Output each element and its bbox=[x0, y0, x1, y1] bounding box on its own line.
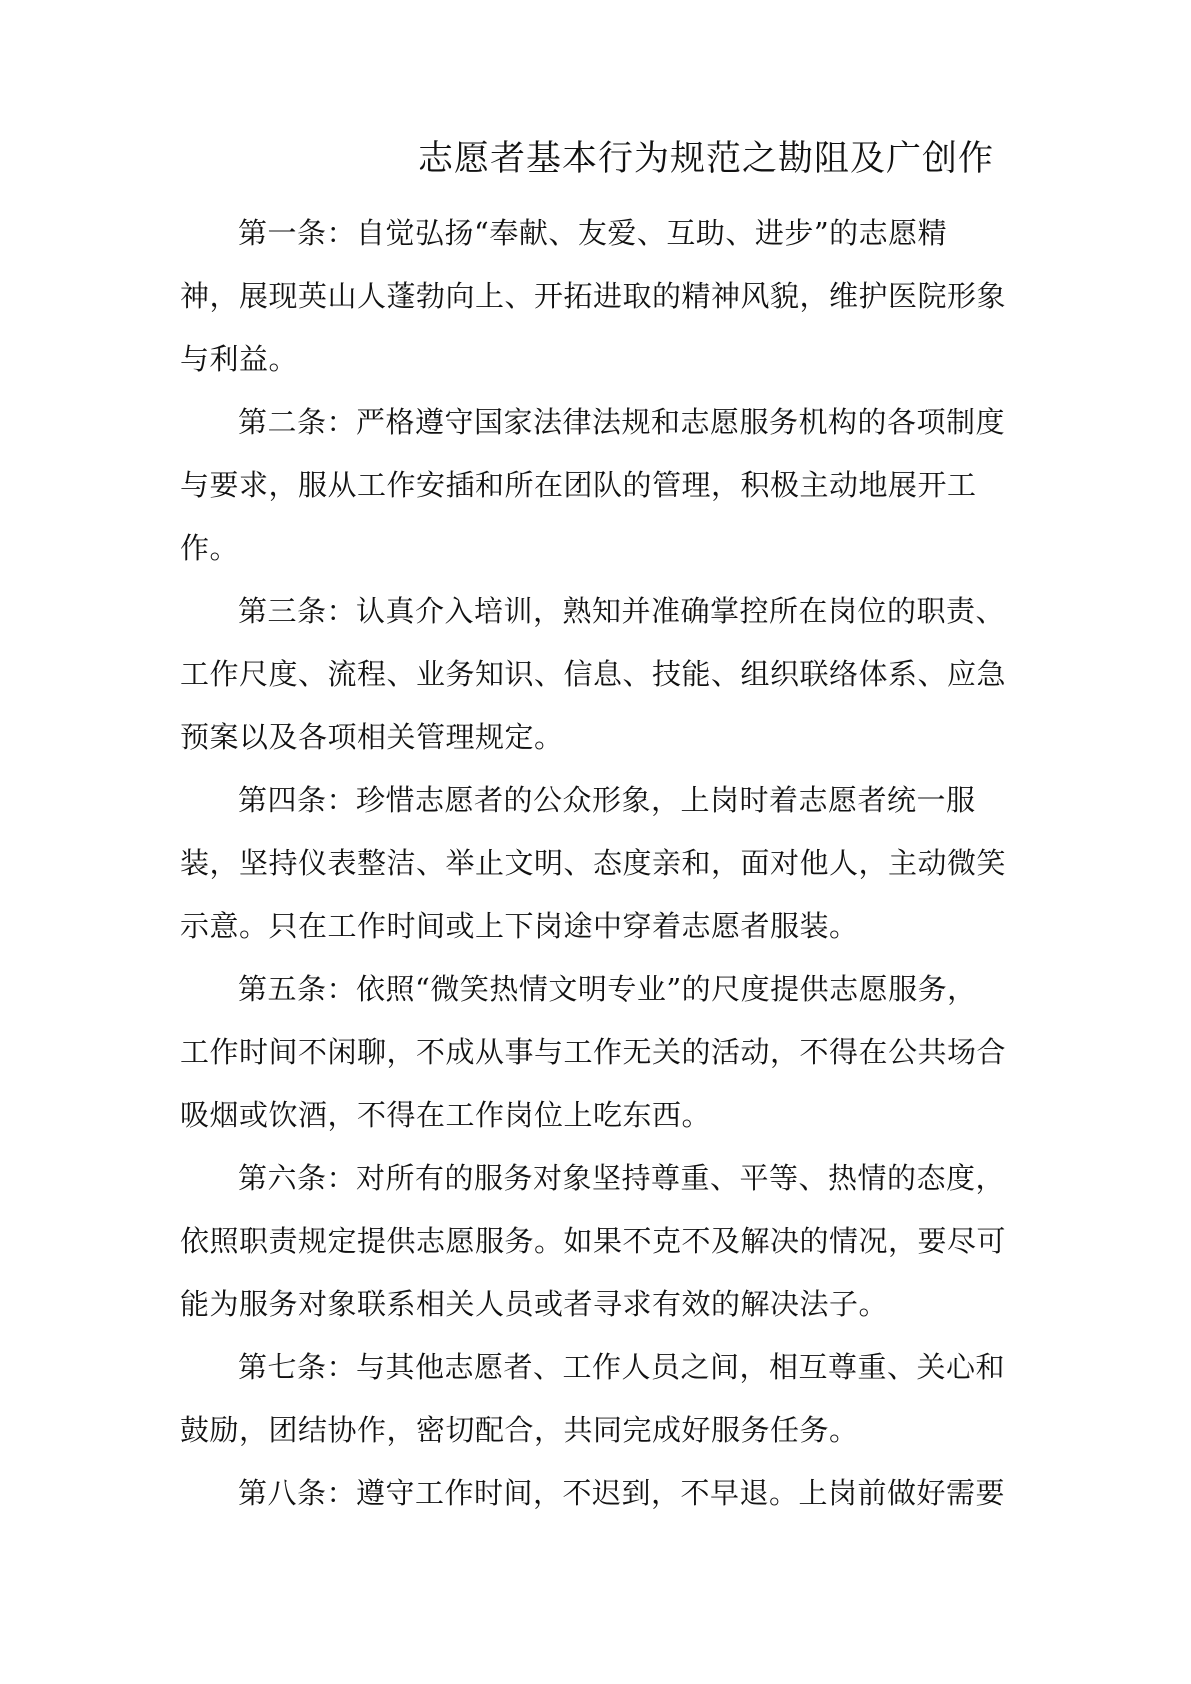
article-8 bbox=[180, 1462, 1012, 1525]
document-body bbox=[180, 202, 1012, 1525]
article-6-line: 能为服务对象联系相关人员或者寻求有效的解决法子。 bbox=[180, 1287, 889, 1321]
article-3-line: 工作尺度、流程、业务知识、信息、技能、组织联络体系、应急 bbox=[180, 657, 1007, 691]
article-1-line: 与利益。 bbox=[180, 342, 299, 376]
article-2-line: 第二条：严格遵守国家法律法规和志愿服务机构的各项制度 bbox=[238, 405, 1006, 439]
article-2-line: 与要求，服从工作安插和所在团队的管理，积极主动地展开工 bbox=[180, 468, 977, 502]
article-4 bbox=[180, 769, 1012, 958]
article-2 bbox=[180, 391, 1012, 580]
article-7-line: 鼓励，团结协作，密切配合，共同完成好服务任务。 bbox=[180, 1413, 859, 1447]
article-5-line: 第五条：依照“微笑热情文明专业”的尺度提供志愿服务， bbox=[238, 972, 977, 1006]
article-6-line: 第六条：对所有的服务对象坚持尊重、平等、热情的态度， bbox=[238, 1161, 1006, 1195]
article-5-line: 吸烟或饮酒，不得在工作岗位上吃东西。 bbox=[180, 1098, 712, 1132]
document-title: 志愿者基本行为规范之勘阻及广创作 bbox=[418, 139, 995, 179]
article-7-line: 第七条：与其他志愿者、工作人员之间，相互尊重、关心和 bbox=[238, 1350, 1006, 1384]
article-3-line: 预案以及各项相关管理规定。 bbox=[180, 720, 564, 754]
article-6 bbox=[180, 1147, 1012, 1336]
article-3-line: 第三条：认真介入培训，熟知并准确掌控所在岗位的职责、 bbox=[238, 594, 1006, 628]
article-7 bbox=[180, 1336, 1012, 1462]
article-3 bbox=[180, 580, 1012, 769]
article-4-line: 示意。只在工作时间或上下岗途中穿着志愿者服装。 bbox=[180, 909, 859, 943]
article-4-line: 装，坚持仪表整洁、举止文明、态度亲和，面对他人，主动微笑 bbox=[180, 846, 1007, 880]
article-1-line: 第一条：自觉弘扬“奉献、友爱、互助、进步”的志愿精 bbox=[238, 216, 948, 250]
article-5 bbox=[180, 958, 1012, 1147]
article-5-line: 工作时间不闲聊，不成从事与工作无关的活动，不得在公共场合 bbox=[180, 1035, 1007, 1069]
article-1 bbox=[180, 202, 1012, 391]
article-1-line: 神，展现英山人蓬勃向上、开拓进取的精神风貌，维护医院形象 bbox=[180, 279, 1007, 313]
article-8-line: 第八条：遵守工作时间，不迟到，不早退。上岗前做好需要 bbox=[238, 1476, 1006, 1510]
article-4-line: 第四条：珍惜志愿者的公众形象，上岗时着志愿者统一服 bbox=[238, 783, 976, 817]
article-6-line: 依照职责规定提供志愿服务。如果不克不及解决的情况，要尽可 bbox=[180, 1224, 1007, 1258]
article-2-line: 作。 bbox=[180, 531, 240, 565]
